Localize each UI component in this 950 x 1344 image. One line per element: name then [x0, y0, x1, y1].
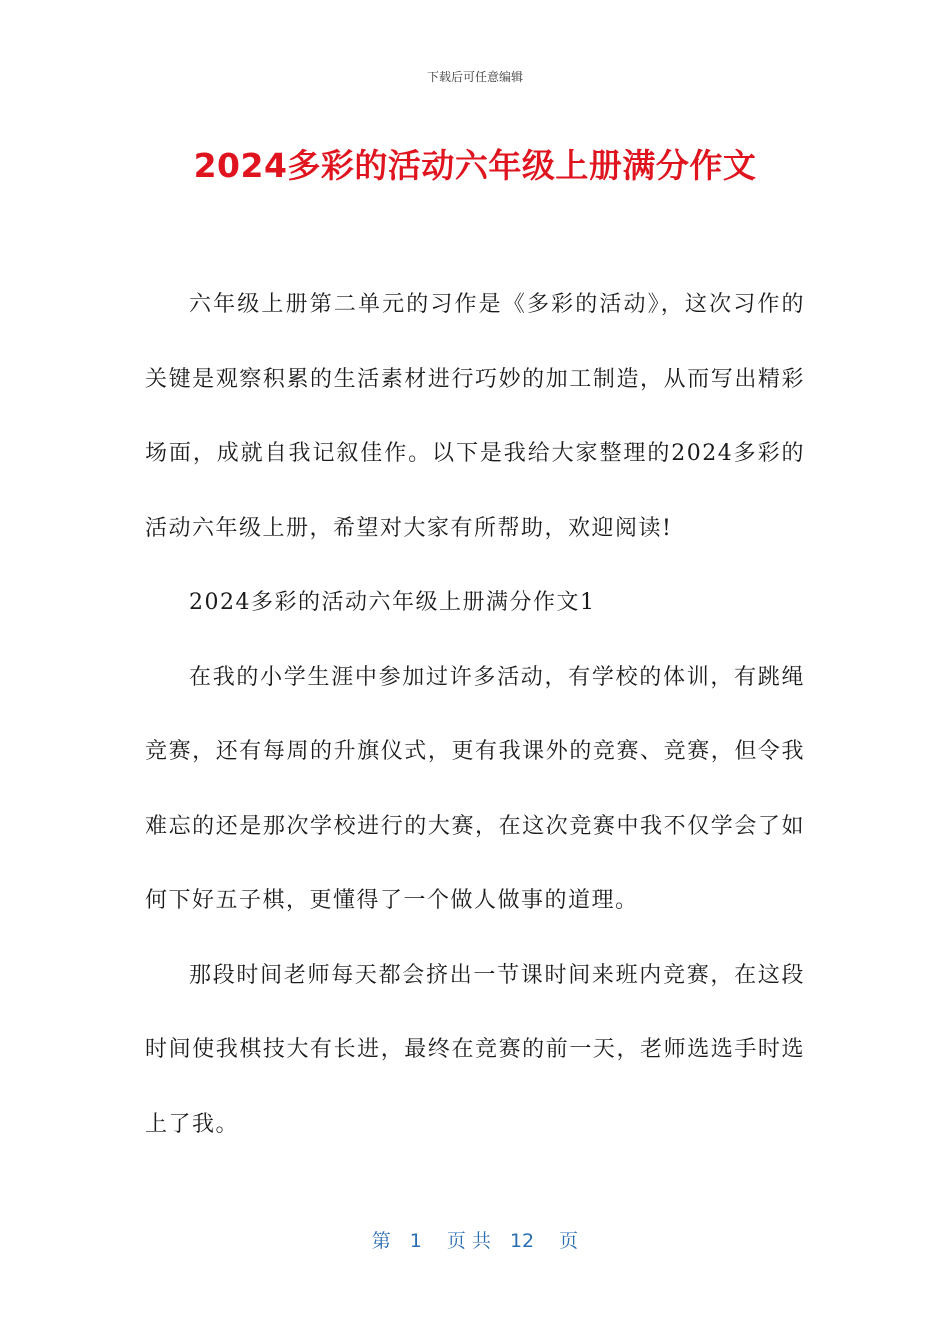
document-title: 2024多彩的活动六年级上册满分作文: [193, 146, 757, 185]
paragraph-body-1: 在我的小学生涯中参加过许多活动，有学校的体训，有跳绳竞赛，还有每周的升旗仪式，更有我课外的竞赛、竞赛，但令我难忘的还是那次学校进行的大赛，在这次竞赛中我不仅学会了如何下好五子棋，更懂得了一个做人做事的道理。: [145, 664, 805, 913]
header-note: 下载后可任意编辑: [426, 70, 523, 84]
page-number-footer: 第 1 页 共 12 页: [371, 1230, 579, 1252]
document-body: [145, 268, 805, 1162]
paragraph-subtitle: 2024多彩的活动六年级上册满分作文1: [189, 590, 596, 615]
paragraph-intro: 六年级上册第二单元的习作是《多彩的活动》，这次习作的关键是观察积累的生活素材进行巧妙的加工制造，从而写出精彩场面，成就自我记叙佳作。以下是我给大家整理的2024多彩的活动六年级上册，希望对大家有所帮助，欢迎阅读!: [145, 292, 805, 541]
paragraph-body-2: 那段时间老师每天都会挤出一节课时间来班内竞赛，在这段时间使我棋技大有长进，最终在竞赛的前一天，老师选选手时选上了我。: [145, 962, 805, 1137]
